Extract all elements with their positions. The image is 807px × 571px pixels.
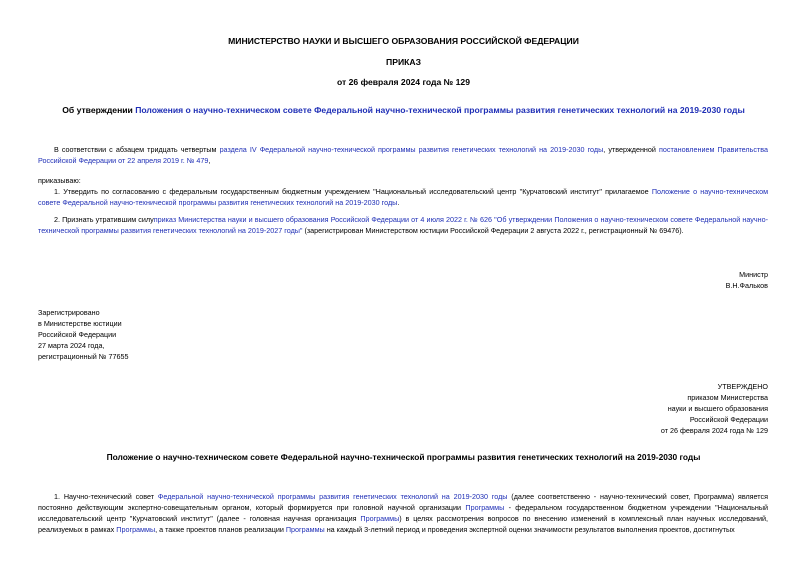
signature-name: В.Н.Фальков bbox=[725, 281, 768, 290]
approval-line-2: приказом Министерства bbox=[687, 393, 768, 402]
program-section-link[interactable]: раздела IV Федеральной научно-технической программы развития генетических технологий на 2019-2030 годы bbox=[219, 145, 604, 154]
doc-title-prefix: Об утверждении bbox=[62, 105, 136, 115]
reg-p1-text-6: на каждый 3-летний период и проведения экспертной оценки значимости результатов выполнения проектов, достигнутых bbox=[324, 525, 735, 534]
preamble-text-2: , утвержденной bbox=[603, 145, 659, 154]
program-link-4[interactable]: Программы bbox=[116, 525, 156, 534]
preamble-text-1: В соответствии с абзацем тридцать четвертым bbox=[54, 145, 220, 154]
signature-block bbox=[568, 269, 768, 291]
signature-position: Министр bbox=[739, 270, 768, 279]
reg-p1-text-5: , а также проектов планов реализации bbox=[155, 525, 286, 534]
repealed-order-link[interactable]: приказ Министерства науки и высшего образования Российской Федерации от 4 июля 2022 г. № 626 "Об утверждении Положения о научно-техническом совете Федеральной научно-технической программы развития генетических технологий на 2019-2027 годы" bbox=[38, 215, 768, 235]
reg-p1-text-3: - федеральном государственном бюджетном учреждении "Национальный исследовательский центр "Курчатовский институт" (далее - головная научная организация bbox=[38, 503, 768, 523]
reg-p1-text-1: 1. Научно-технический совет bbox=[54, 492, 158, 501]
government-decree-link[interactable]: постановлением Правительства Российской Федерации от 22 апреля 2019 г. № 479 bbox=[38, 145, 768, 165]
doc-title bbox=[0, 105, 807, 115]
registration-line-5: регистрационный № 77655 bbox=[38, 352, 129, 361]
ministry-heading: МИНИСТЕРСТВО НАУКИ И ВЫСШЕГО ОБРАЗОВАНИЯ РОССИЙСКОЙ ФЕДЕРАЦИИ bbox=[228, 36, 579, 46]
order-item-2 bbox=[38, 214, 768, 236]
program-link-1[interactable]: Федеральной научно-технической программы развития генетических технологий на 2019-2030 годы bbox=[157, 492, 508, 501]
regulation-title: Положение о научно-техническом совете Федеральной научно-технической программы развития генетических технологий на 2019-2030 годы bbox=[106, 452, 701, 462]
reg-p1-text-2: (далее соответственно - научно-технический совет, Программа) является постоянно действующим экспертно-совещательным органом, который формируется при головной научной организации bbox=[38, 492, 769, 512]
reg-p1-text-4: ) в целях рассмотрения вопросов по внесению изменений в комплексный план научных исследований, реализуемых в рамках bbox=[38, 514, 768, 534]
registration-line-1: Зарегистрировано bbox=[38, 308, 100, 317]
regulation-link[interactable]: Положение о научно-техническом совете Федеральной научно-технической программы развития генетических технологий на 2019-2030 годы bbox=[38, 187, 769, 207]
approval-line-5: от 26 февраля 2024 года № 129 bbox=[660, 426, 768, 435]
order-word: приказываю: bbox=[38, 176, 81, 185]
regulation-paragraph-1 bbox=[38, 491, 768, 535]
order-item-1 bbox=[38, 186, 768, 208]
registration-line-2: в Министерстве юстиции bbox=[38, 319, 122, 328]
registration-block bbox=[38, 307, 288, 362]
doc-date-number: от 26 февраля 2024 года № 129 bbox=[337, 77, 470, 87]
doc-title-link[interactable]: Положения о научно-техническом совете Федеральной научно-технической программы развития генетических технологий на 2019-2030 годы bbox=[135, 105, 745, 115]
registration-line-4: 27 марта 2024 года, bbox=[38, 341, 105, 350]
registration-line-3: Российской Федерации bbox=[38, 330, 117, 339]
order-item-2-end: (зарегистрирован Министерством юстиции Российской Федерации 2 августа 2022 г., регистрационный № 69476). bbox=[302, 226, 684, 235]
order-item-1-text: 1. Утвердить по согласованию с федеральным государственным бюджетным учреждением "Национальный исследовательский центр "Курчатовский институт" прилагаемое bbox=[54, 187, 652, 196]
doc-type-heading: ПРИКАЗ bbox=[386, 57, 421, 67]
preamble-text-3: , bbox=[208, 156, 211, 165]
approval-block bbox=[518, 381, 768, 436]
approval-line-3: науки и высшего образования bbox=[667, 404, 768, 413]
order-item-2-text: 2. Признать утратившим силу bbox=[54, 215, 154, 224]
program-link-3[interactable]: Программы bbox=[360, 514, 400, 523]
program-link-5[interactable]: Программы bbox=[285, 525, 325, 534]
approval-line-4: Российской Федерации bbox=[689, 415, 768, 424]
program-link-2[interactable]: Программы bbox=[465, 503, 505, 512]
order-item-1-end: . bbox=[397, 198, 400, 207]
preamble-paragraph bbox=[38, 144, 768, 166]
approval-line-1: УТВЕРЖДЕНО bbox=[717, 382, 768, 391]
